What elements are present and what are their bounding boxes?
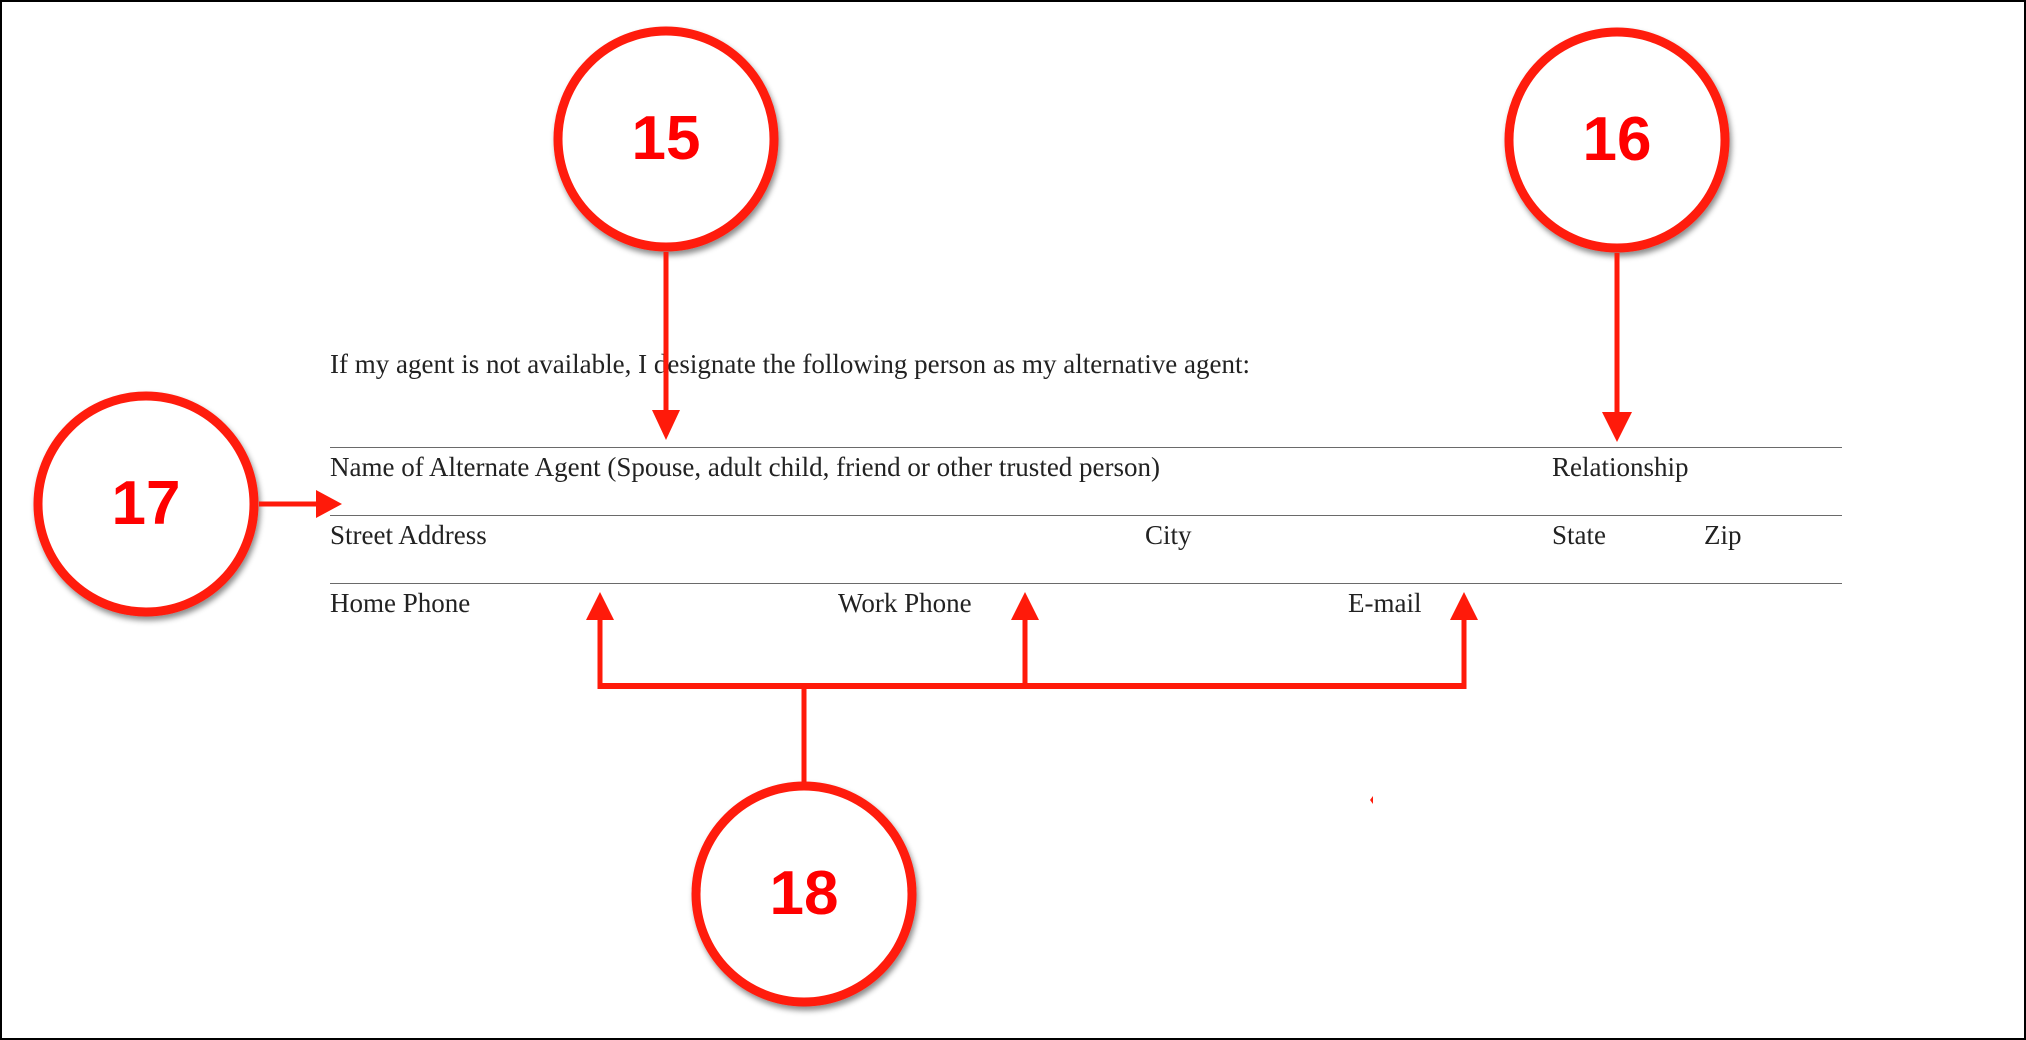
label-work-phone: Work Phone <box>838 588 972 618</box>
arrow-up-icon <box>586 592 614 620</box>
arrow-down-icon <box>652 410 680 440</box>
label-email: E-mail <box>1348 588 1422 618</box>
callout-16-number: 16 <box>1582 105 1652 174</box>
arrow-up-icon <box>1011 592 1039 620</box>
label-state: State <box>1552 520 1606 550</box>
stray-mark <box>1370 796 1373 804</box>
label-alternate-agent-name: Name of Alternate Agent (Spouse, adult child, friend or other trusted person) <box>330 452 1161 482</box>
label-city: City <box>1145 520 1192 550</box>
callout-18 <box>586 588 1478 1002</box>
intro-text: If my agent is not available, I designate the following person as my alternative agent: <box>330 349 1250 379</box>
label-home-phone: Home Phone <box>330 588 471 618</box>
callout-16 <box>1509 32 1725 442</box>
callout-15 <box>558 31 774 440</box>
arrow-up-icon <box>1450 592 1478 620</box>
label-street-address: Street Address <box>330 520 487 550</box>
arrow-down-icon <box>1602 412 1632 442</box>
label-relationship: Relationship <box>1552 452 1689 482</box>
callout-15-number: 15 <box>631 104 701 173</box>
callout-17-number: 17 <box>111 469 181 538</box>
callout-18-number: 18 <box>769 859 839 928</box>
arrow-right-icon <box>316 490 342 518</box>
label-zip: Zip <box>1704 520 1742 550</box>
